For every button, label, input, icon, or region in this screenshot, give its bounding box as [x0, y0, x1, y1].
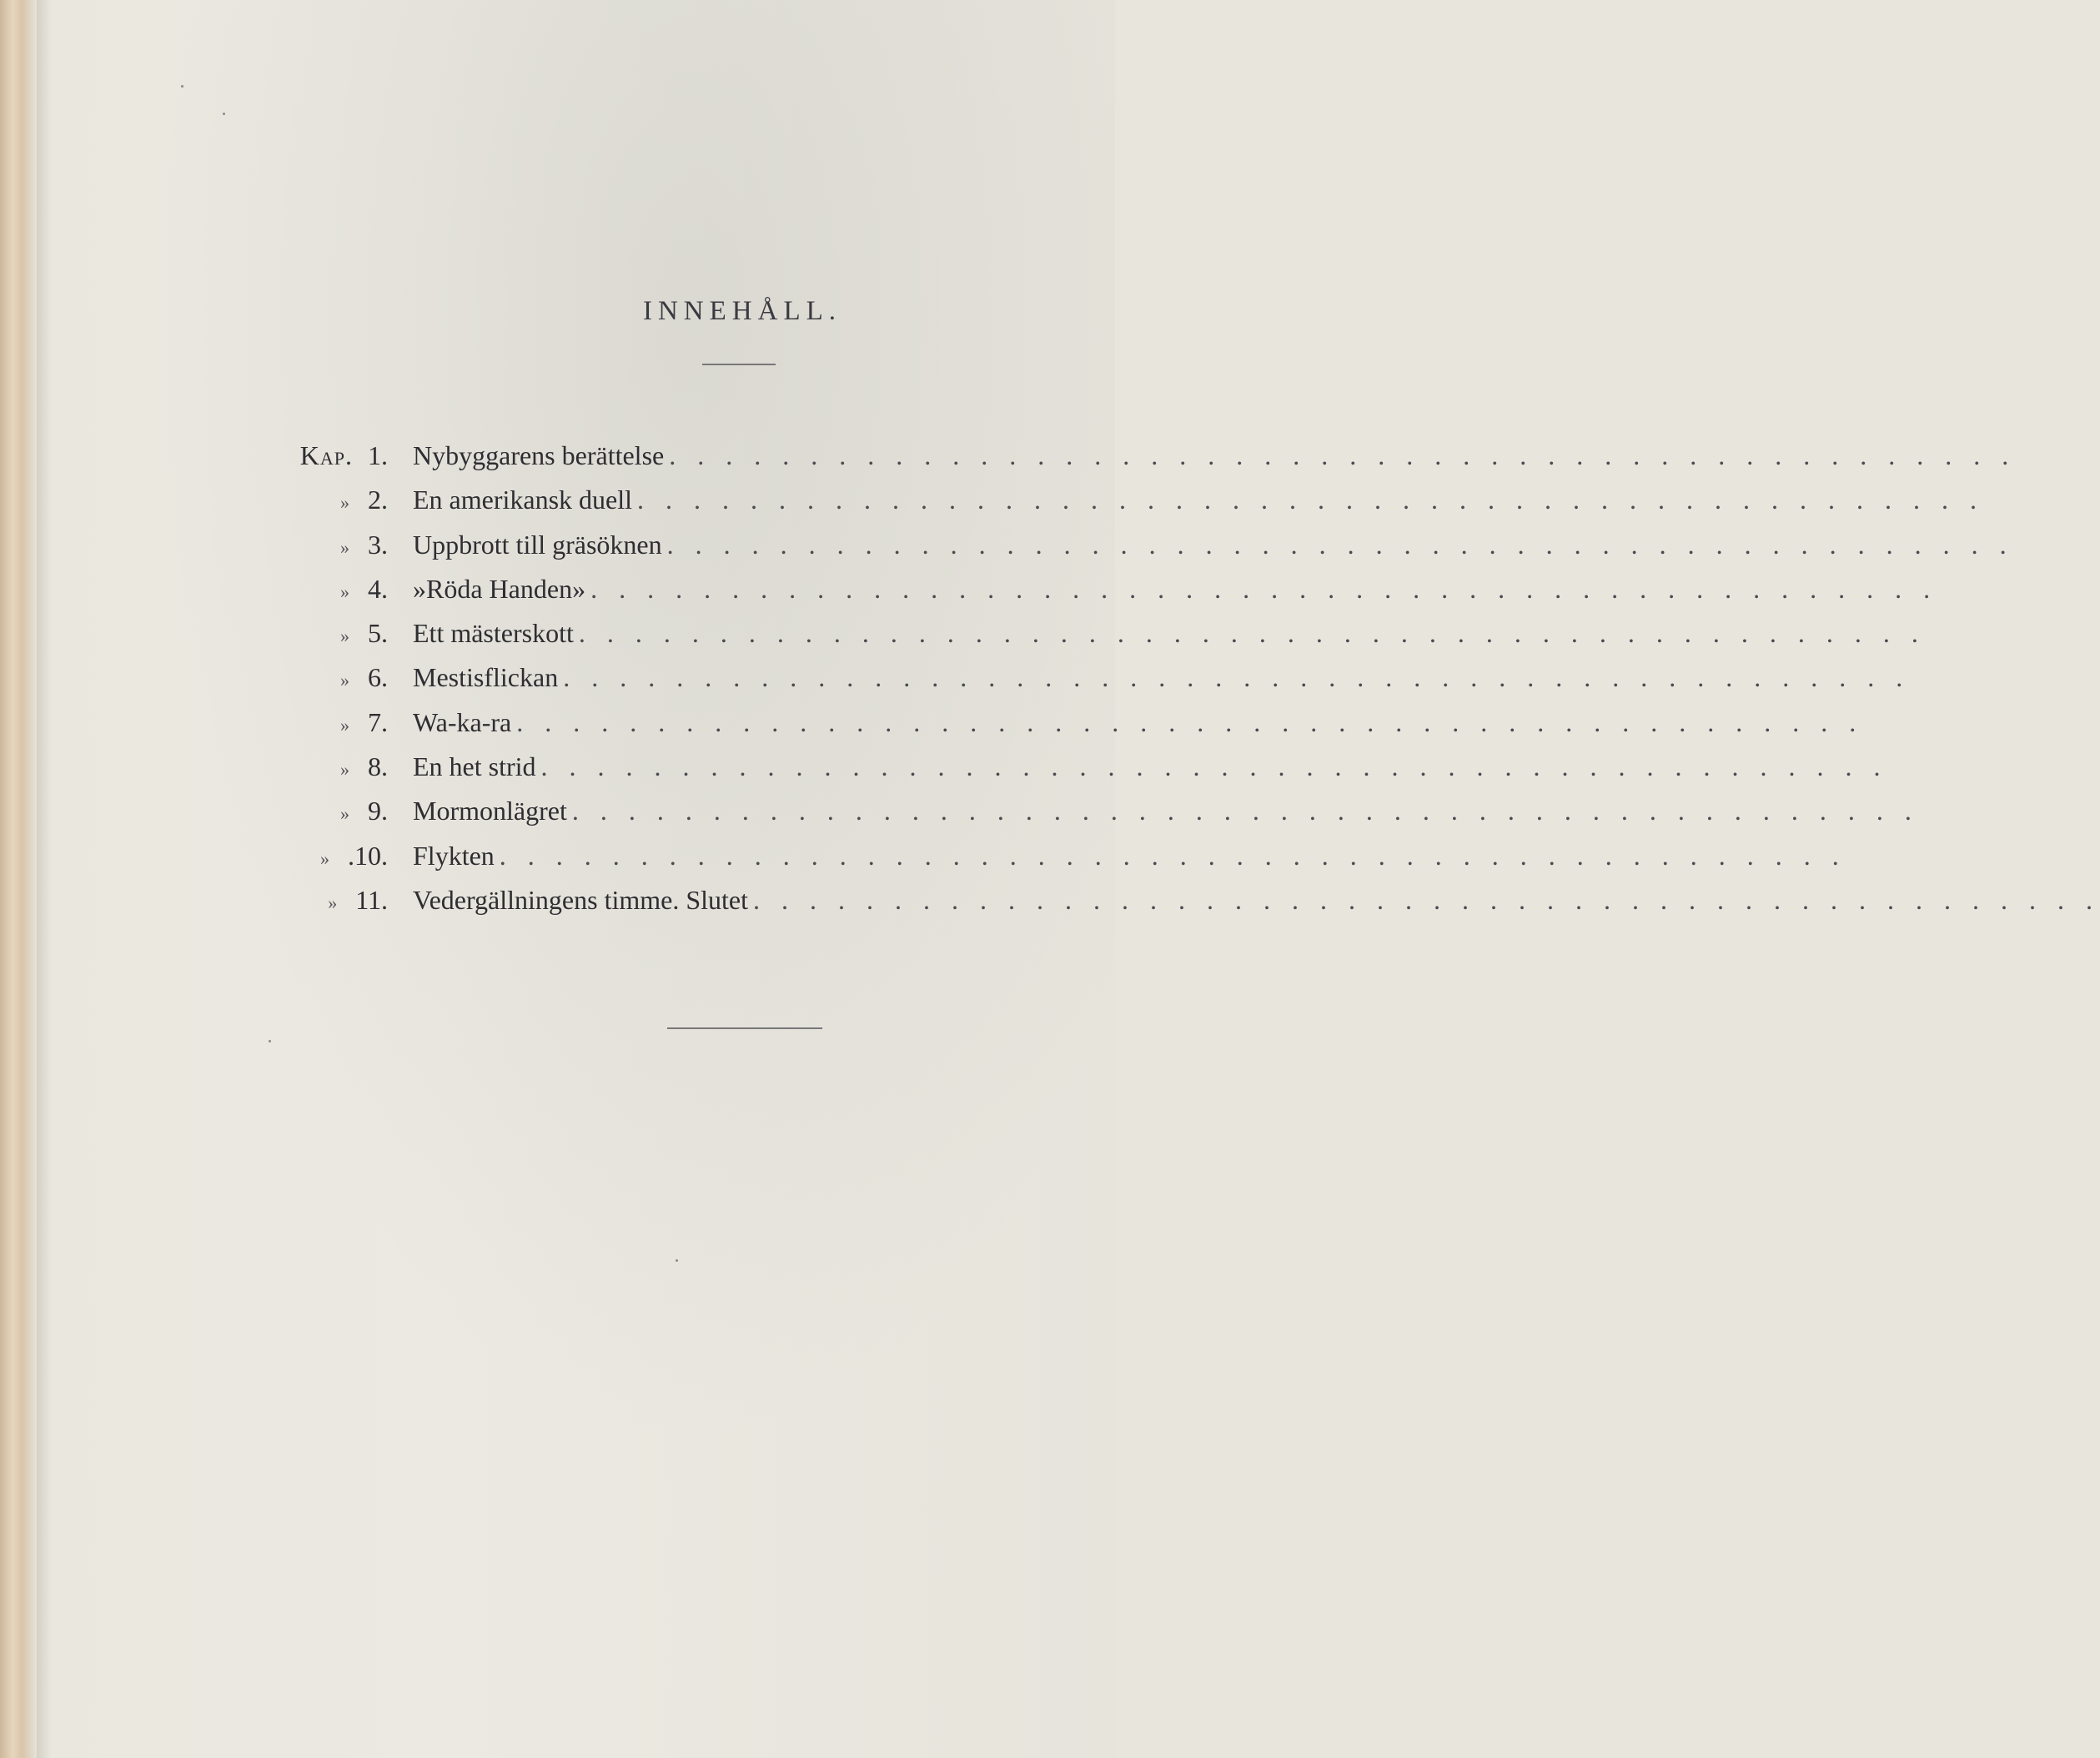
chapter-number: 1. — [368, 440, 388, 470]
chapter-title: Mestisflickan — [413, 662, 559, 693]
chapter-title: »Röda Handen» — [413, 573, 586, 604]
ditto-mark: » — [328, 892, 338, 913]
chapter-number: 8. — [368, 751, 388, 782]
toc-row — [267, 789, 1919, 833]
leader-dots: . . . . . . . . . . . . . . . . . . . . . . . . . . . . . . . . . . . . . . . . . . . . . . . . — [571, 796, 1919, 826]
toc-row — [267, 567, 1938, 611]
ditto-mark: » — [340, 580, 349, 602]
paper-speck — [269, 1040, 271, 1042]
ditto-mark: » — [340, 759, 349, 781]
ditto-mark: » — [340, 492, 349, 514]
chapter-number: 3. — [368, 529, 388, 560]
leader-dots: . . . . . . . . . . . . . . . . . . . . . . . . . . . . . . . . . . . . . . . . . . . . . . . . — [578, 618, 1926, 649]
leader-dots: . . . . . . . . . . . . . . . . . . . . . . . . . . . . . . . . . . . . . . . . . . . . . . . . — [666, 529, 2014, 560]
chapter-number: 11. — [355, 884, 388, 915]
paper-speck — [223, 113, 225, 115]
chapter-title: En amerikansk duell — [413, 485, 633, 515]
leader-dots: . . . . . . . . . . . . . . . . . . . . . . . . . . . . . . . . . . . . . . . . . . . . . . . . — [516, 706, 1864, 737]
ditto-mark: » — [340, 803, 349, 825]
chapter-number: 4. — [368, 573, 388, 604]
chapter-title: Ett mästerskott — [413, 618, 574, 649]
toc-row — [267, 523, 2014, 567]
chapter-number: .10. — [348, 840, 388, 871]
chapter-number: 6. — [368, 662, 388, 693]
leader-dots: . . . . . . . . . . . . . . . . . . . . . . . . . . . . . . . . . . . . . . . . . . . . . . . . — [540, 751, 1888, 782]
book-spine-edge — [0, 0, 37, 1758]
chapter-number: 5. — [368, 618, 388, 649]
chapter-title: En het strid — [413, 751, 536, 782]
toc-row — [267, 878, 2100, 922]
chapter-title: Vedergällningens timme. Slutet — [413, 884, 749, 915]
leader-dots: . . . . . . . . . . . . . . . . . . . . . . . . . . . . . . . . . . . . . . . . . . . . . . . . — [753, 884, 2100, 915]
leader-dots: . . . . . . . . . . . . . . . . . . . . . . . . . . . . . . . . . . . . . . . . . . . . . . . . — [563, 662, 1911, 693]
chapter-number: 7. — [368, 706, 388, 737]
toc-row — [267, 434, 2017, 478]
chapter-number: 9. — [368, 796, 388, 826]
paper-speck — [181, 85, 183, 88]
chapter-title: Wa-ka-ra — [413, 706, 512, 737]
leader-dots: . . . . . . . . . . . . . . . . . . . . . . . . . . . . . . . . . . . . . . . . . . . . . . . . — [637, 485, 1985, 515]
ditto-mark: » — [340, 625, 349, 647]
ditto-mark: » — [320, 847, 329, 869]
title-rule — [702, 364, 776, 365]
chapter-title: Flykten — [413, 840, 495, 871]
chapter-title: Nybyggarens berättelse — [413, 440, 665, 470]
toc-row — [267, 611, 1926, 655]
ditto-mark: » — [340, 536, 349, 558]
ditto-mark: » — [340, 670, 349, 691]
chapter-title: Uppbrott till gräsöknen — [413, 529, 662, 560]
paper-speck — [676, 1259, 678, 1262]
toc-row — [267, 478, 1985, 522]
page-title: INNEHÅLL. — [642, 296, 842, 326]
kap-label: Kap. — [299, 440, 353, 470]
leader-dots: . . . . . . . . . . . . . . . . . . . . . . . . . . . . . . . . . . . . . . . . . . . . . . . . — [669, 440, 2017, 470]
toc-row — [267, 655, 1911, 700]
chapter-number: 2. — [368, 485, 388, 515]
leader-dots: . . . . . . . . . . . . . . . . . . . . . . . . . . . . . . . . . . . . . . . . . . . . . . . . — [499, 840, 1846, 871]
leader-dots: . . . . . . . . . . . . . . . . . . . . . . . . . . . . . . . . . . . . . . . . . . . . . . . . — [590, 573, 1938, 604]
table-of-contents — [267, 434, 2100, 922]
chapter-title: Mormonlägret — [413, 796, 567, 826]
toc-row — [267, 745, 1888, 789]
toc-row — [267, 701, 1864, 745]
toc-row — [267, 834, 1846, 878]
ditto-mark: » — [340, 714, 349, 736]
spine-shadow — [37, 0, 52, 1758]
end-rule — [667, 1027, 822, 1029]
